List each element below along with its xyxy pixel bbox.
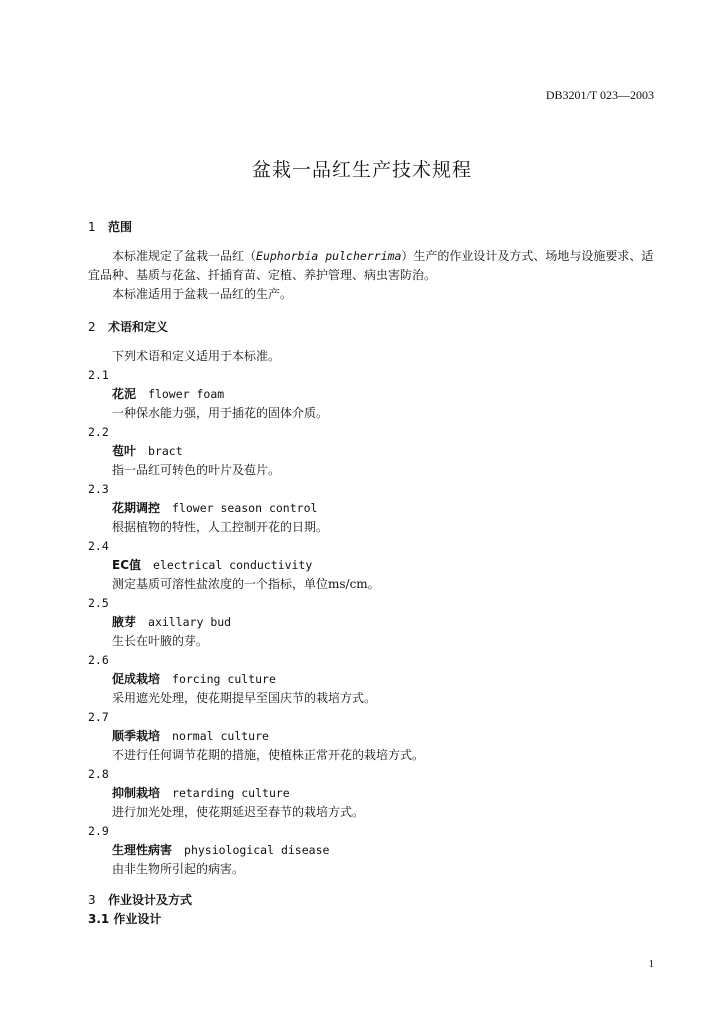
term-number: 2.1 xyxy=(88,368,109,382)
subsection-heading: 3.1 作业设计 xyxy=(88,912,162,926)
term-number: 2.9 xyxy=(88,824,109,838)
term-chinese: 花期调控 xyxy=(112,501,161,515)
term-number: 2.7 xyxy=(88,710,109,724)
terms-list xyxy=(88,366,660,879)
document-body xyxy=(88,218,660,929)
term-number: 2.8 xyxy=(88,767,109,781)
term-number: 2.4 xyxy=(88,539,109,553)
term-chinese: 生理性病害 xyxy=(112,843,173,857)
term-name xyxy=(88,613,660,632)
document-title: 盆栽一品红生产技术规程 xyxy=(251,159,472,181)
document-code: DB3201/T 023—2003 xyxy=(545,88,654,102)
term-definition: 指一品红可转色的叶片及苞片。 xyxy=(112,463,281,477)
scope-text-a: 本标准规定了盆栽一品红（ xyxy=(112,249,257,263)
section-heading-scope xyxy=(88,218,660,237)
section-title: 术语和定义 xyxy=(108,320,169,334)
term-english: flower foam xyxy=(148,387,225,401)
term-name xyxy=(88,499,660,518)
term-name xyxy=(88,784,660,803)
term-chinese: 促成栽培 xyxy=(112,672,161,686)
term-entry xyxy=(88,708,660,765)
terms-intro: 下列术语和定义适用于本标准。 xyxy=(112,349,281,363)
section-number: 2 xyxy=(88,320,96,334)
term-english: normal culture xyxy=(172,729,269,743)
term-number: 2.5 xyxy=(88,596,109,610)
term-number: 2.6 xyxy=(88,653,109,667)
term-definition: 测定基质可溶性盐浓度的一个指标，单位ms/cm。 xyxy=(112,577,380,591)
term-chinese: 抑制栽培 xyxy=(112,786,161,800)
term-name xyxy=(88,727,660,746)
term-english: bract xyxy=(148,444,183,458)
term-definition: 一种保水能力强，用于插花的固体介质。 xyxy=(112,406,329,420)
term-definition: 根据植物的特性，人工控制开花的日期。 xyxy=(112,520,329,534)
term-entry xyxy=(88,480,660,537)
term-entry xyxy=(88,537,660,594)
section-number: 3 xyxy=(88,893,96,907)
term-number: 2.2 xyxy=(88,425,109,439)
term-entry xyxy=(88,366,660,423)
term-chinese: 腋芽 xyxy=(112,615,137,629)
term-english: axillary bud xyxy=(148,615,232,629)
scope-paragraph xyxy=(0,247,660,285)
term-entry xyxy=(88,822,660,879)
term-chinese: 顺季栽培 xyxy=(112,729,161,743)
term-definition: 由非生物所引起的病害。 xyxy=(112,862,245,876)
term-entry xyxy=(88,651,660,708)
term-name xyxy=(88,670,660,689)
term-entry xyxy=(88,594,660,651)
section-heading-design xyxy=(88,891,660,910)
term-entry xyxy=(88,423,660,480)
section-heading-terms xyxy=(88,318,660,337)
term-chinese: EC值 xyxy=(112,558,142,572)
term-definition: 不进行任何调节花期的措施，使植株正常开花的栽培方式。 xyxy=(112,748,425,762)
term-name xyxy=(88,442,660,461)
term-chinese: 花泥 xyxy=(112,387,137,401)
term-chinese: 苞叶 xyxy=(112,444,137,458)
term-english: flower season control xyxy=(172,501,318,515)
term-name xyxy=(88,841,660,860)
scope-applicability: 本标准适用于盆栽一品红的生产。 xyxy=(112,287,293,301)
term-definition: 进行加光处理，使花期延迟至春节的栽培方式。 xyxy=(112,805,365,819)
term-english: electrical conductivity xyxy=(153,558,313,572)
scope-text-b: ）生产的作业设计及方式、场地与设施要求、适宜品种、基质与花盆、扦插育苗、定植、养护管理、病虫害防治。 xyxy=(88,249,654,282)
section-title: 作业设计及方式 xyxy=(108,893,193,907)
term-definition: 生长在叶腋的芽。 xyxy=(112,634,209,648)
term-english: physiological disease xyxy=(184,843,330,857)
latin-name: Euphorbia pulcherrima xyxy=(256,249,402,263)
section-number: 1 xyxy=(88,220,96,234)
term-english: retarding culture xyxy=(172,786,290,800)
section-title: 范围 xyxy=(108,220,133,234)
term-name xyxy=(88,385,660,404)
page-number: 1 xyxy=(648,958,654,970)
term-number: 2.3 xyxy=(88,482,109,496)
term-english: forcing culture xyxy=(172,672,276,686)
term-name xyxy=(88,556,660,575)
term-definition: 采用遮光处理，使花期提早至国庆节的栽培方式。 xyxy=(112,691,377,705)
term-entry xyxy=(88,765,660,822)
